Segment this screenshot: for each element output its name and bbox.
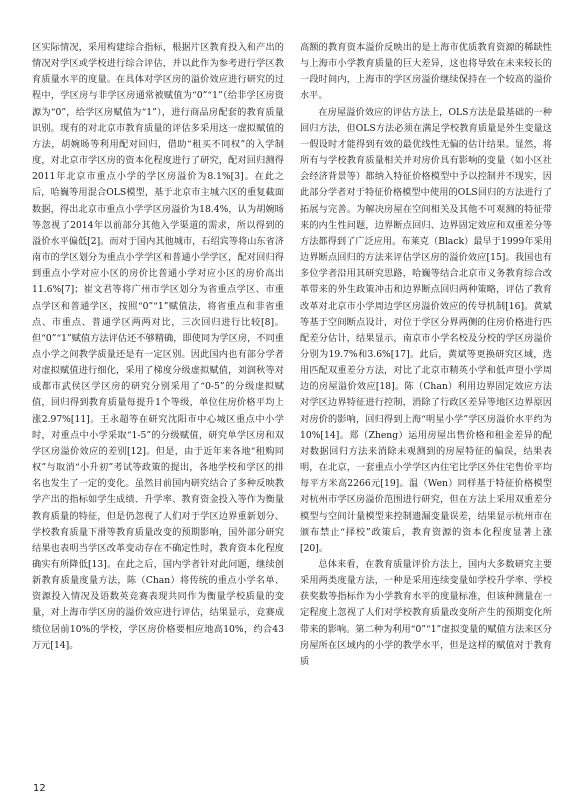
page-number: 12 xyxy=(33,783,46,794)
paragraph: 区实际情况，采用构建综合指标，根据片区教育投入和产出的情况对学区或学校进行综合评估，并以此作为参考进行学区教育质量水平的度量。在具体对学区房的溢价效应进行研究的过程中，学区房与非学区房通常被赋值为“0”“1”（给非学区房资源为“0”，给学区房赋值为“1”），进行商品房配套的教育质量识别。现有的对北京市教育质量的评估多采用这一虚拟赋值的方法，胡婉旸等利用配对回归，借助“租买不同权”的入学制度，对北京市学区房的资本化程度进行了研究，配对回归测得2011年北京市重点小学的学区房溢价为8.1%[3]。在此之后，哈巍等用混合OLS模型，基于北京市主城六区的重复截面数据，得出北京市重点小学学区房溢价为18.4%，认为胡婉旸等忽视了2014年以前部分其他入学渠道的需求，所以得到的溢价水平偏低[2]。而对于国内其他城市，石绍宾等将山东省济南市的学区划分为重点小学学区和普通小学学区，配对回归得到重点小学对应小区的房价比普通小学对应小区的房价高出11.6%[7]；崔文君等将广州市学区划分为省重点学区、市重点学区和普通学区，按照“0”“1”赋值法，将省重点和非省重点、市重点、普通学区两两对比，三次回归进行比较[8]。但“0”“1”赋值方法评估还不够精确，即使同为学区房，不同重点小学之间教学质量还是有一定区别。因此国内也有部分学者对虚拟赋值进行细化，采用了梯度分级虚拟赋值，刘润秋等对成都市武侯区学区房的研究分别采用了“0-5”的分级虚拟赋值，回归得到教育质量每提升1个等级，单位住房价格平均上涨2.97%[11]。王永超等在研究沈阳市中心城区重点中小学时，对重点中小学采取“1-5”的分级赋值，研究单学区房和双学区房溢价效应的差别[12]。但是，由于近年来各地“租购同权”与取消“小升初”考试等政策的提出，各地学校和学区的排名也发生了一定的变化。虽然目前国内研究结合了多种反映教学产出的指标如学生成绩、升学率、教育资金投入等作为衡量教育质量的特征，但是仍忽视了人们对于学区边界重新划分、学校教育质量下滑等教育质量改变的预期影响，国外部分研究结果也表明当学区改革变动存在不确定性时，教育资本化程度确实有所降低[13]。在此之后，国内学者针对此问题，继续创新教育质量度量方法，陈（Chan）将传统的重点小学名单、资源投入情况及语数英竞赛表现共同作为衡量学校质量的变量，对上海市学区房的溢价效应进行评估，结果显示，竞赛成绩位居前10%的学校，学区房价格要相应地高10%，约合43万元[14]。 xyxy=(32,42,284,651)
paragraph: 总体来看，在教育质量评价方法上，国内大多数研究主要采用两类度量方法，一种是采用连续变量如学校升学率、学校获奖数等指标作为小学教育水平的度量标准，但该种测量在一定程度上忽视了人们对学校教育质量改变所产生的预期变化所带来的影响。第二种为利用“0”“1”虚拟变量的赋值方法来区分房屋所在区域内的小学的教学水平，但是这样的赋值对于教育质 xyxy=(300,559,552,667)
paragraph: 高额的教育资本溢价反映出的是上海市优质教育资源的稀缺性与上海市小学教育质量的巨大差异，这也将导致在未来较长的一段时间内，上海市的学区房溢价继续保持在一个较高的溢价水平。 xyxy=(300,42,552,102)
left-column xyxy=(32,40,284,654)
right-column xyxy=(300,40,552,670)
paragraph: 在房屋溢价效应的评估方法上，OLS方法是最基础的一种回归方法，但OLS方法必须在满足学校教育质量是外生变量这一假设时才能得到有效的最优线性无偏的估计结果。显然，将所有与学校教育质量相关并对房价具有影响的变量（如小区社会经济背景等）都纳入特征价格模型中予以控制并不现实，因此部分学者对于特征价格模型中使用的OLS回归的方法进行了拓展与完善。为解决房屋在空间相关及其他不可观测的特征带来的内生性问题，边界断点回归、边界固定效应和双重差分等方法都得到了广泛应用。布莱克（Black）最早于1999年采用边界断点回归的方法来评估学区房的溢价效应[15]。我国也有多位学者沿用其研究思路，哈巍等结合北京市义务教育综合改革带来的外生政策冲击和边界断点回归两种策略，评估了教育改革对北京市小学周边学区房溢价效应的传导机制[16]。黄斌等基于空间断点设计，对位于学区分界两侧的住房价格进行匹配差分估计，结果显示，南京市小学名校及分校的学区房溢价分别为19.7%和3.6%[17]。此后，黄斌等更换研究区域，选用匹配双重差分方法，对比了北京市精英小学和低声望小学周边的房屋溢价效应[18]。陈（Chan）利用边界固定效应方法对学区边界特征进行控制，消除了行政区差异等地区边界原因对房价的影响，回归得到上海“明星小学”学区房溢价水平约为10%[14]。郑（Zheng）运用房屋出售价格和租金差异的配对数据回归方法来消除未观测到的房屋特征的偏误，结果表明，在北京，一套重点小学学区内住宅比学区外住宅售价平均每平方米高2266元[19]。温（Wen）同样基于特征价格模型对杭州市学区房溢价范围进行研究，但在方法上采用双重差分模型与空间计量模型来控制遗漏变量误差，结果显示杭州市在颁布禁止“择校”政策后，教育资源的资本化程度显著上涨[20]。 xyxy=(300,106,552,554)
